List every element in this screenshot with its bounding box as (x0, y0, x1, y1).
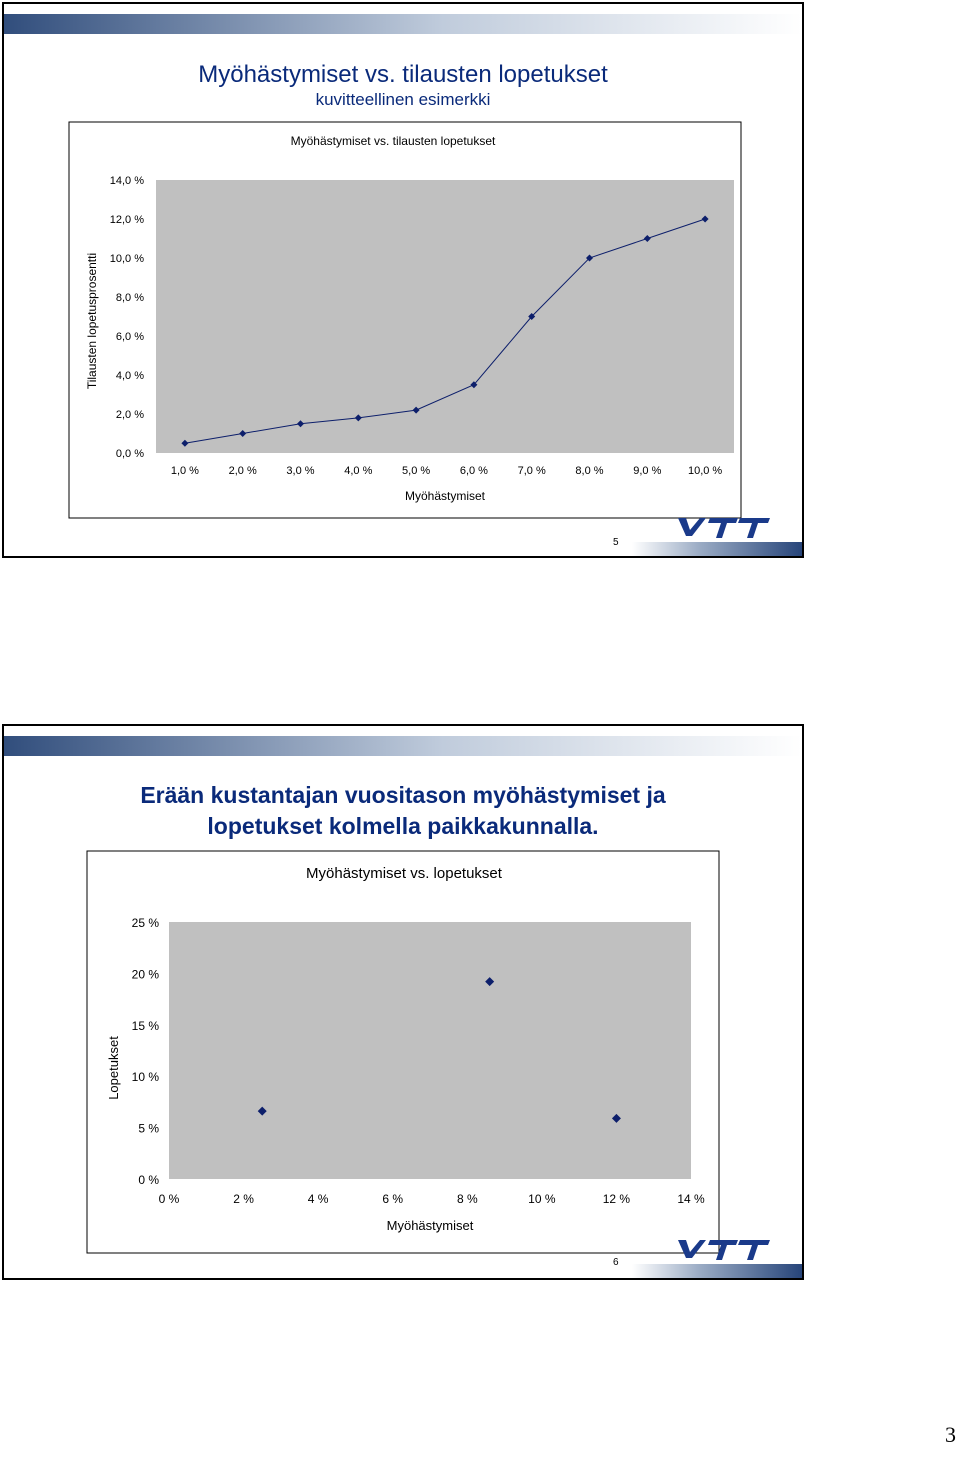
x-tick-label: 6,0 % (459, 465, 488, 477)
slide-1 (2, 2, 804, 558)
y-tick-label: 0 % (138, 1173, 159, 1187)
y-tick-label: 0,0 % (115, 448, 144, 460)
x-tick-label: 7,0 % (517, 465, 546, 477)
x-tick-label: 10,0 % (687, 465, 723, 477)
slide-subtitle: kuvitteellinen esimerkki (315, 90, 491, 109)
slide-title (4, 780, 802, 842)
x-tick-label: 4 % (307, 1192, 329, 1206)
y-axis-label: Lopetukset (106, 1036, 121, 1100)
x-tick-label: 8,0 % (575, 465, 604, 477)
x-tick-label: 9,0 % (633, 465, 662, 477)
page-number: 5 (613, 537, 619, 548)
slide-title-line-1: Erään kustantajan vuositason myöhästymiset ja (140, 782, 666, 808)
y-axis-label: Tilausten lopetusprosentti (85, 252, 99, 390)
x-tick-label: 1,0 % (170, 465, 199, 477)
y-tick-label: 12,0 % (109, 214, 144, 226)
y-tick-label: 14,0 % (109, 175, 144, 187)
slide-2 (2, 724, 804, 1280)
x-tick-label: 12 % (602, 1192, 631, 1206)
vtt-logo-icon (676, 512, 776, 544)
x-tick-label: 10 % (528, 1192, 556, 1206)
y-tick-label: 8,0 % (115, 292, 144, 304)
x-tick-label: 14 % (677, 1192, 705, 1206)
plot-area (156, 180, 734, 453)
plot-area (169, 922, 691, 1179)
slide-header-band (4, 726, 802, 756)
slide-header-band (4, 4, 802, 34)
scatter-chart (86, 850, 720, 1254)
y-tick-label: 20 % (131, 967, 159, 982)
x-tick-label: 3,0 % (286, 465, 315, 477)
chart-title: Myöhästymiset vs. tilausten lopetukset (290, 134, 496, 148)
y-tick-label: 25 % (131, 916, 159, 930)
vtt-logo-icon (676, 1234, 776, 1266)
x-tick-label: 4,0 % (344, 465, 373, 477)
slide-footer-band (632, 542, 802, 556)
y-tick-label: 5 % (138, 1121, 159, 1136)
x-tick-label: 2 % (233, 1192, 254, 1206)
x-tick-label: 8 % (456, 1192, 478, 1206)
page-number: 6 (613, 1257, 619, 1268)
slide-title: Myöhästymiset vs. tilausten lopetukset (198, 61, 608, 88)
chart-title: Myöhästymiset vs. lopetukset (306, 865, 502, 882)
y-tick-label: 10,0 % (109, 253, 144, 265)
document-page-number: 3 (945, 1422, 956, 1447)
x-tick-label: 2,0 % (228, 465, 257, 477)
x-axis-label: Myöhästymiset (404, 489, 486, 503)
x-tick-label: 5,0 % (402, 465, 431, 477)
y-tick-label: 15 % (131, 1018, 159, 1033)
x-tick-label: 0 % (158, 1192, 180, 1206)
x-tick-label: 6 % (382, 1192, 404, 1206)
y-tick-label: 4,0 % (115, 370, 144, 382)
y-tick-label: 6,0 % (115, 331, 144, 343)
slide-title-line-2: lopetukset kolmella paikkakunnalla. (207, 813, 599, 839)
y-tick-label: 10 % (131, 1070, 159, 1085)
line-chart (68, 121, 742, 519)
y-tick-label: 2,0 % (115, 409, 144, 421)
x-axis-label: Myöhästymiset (386, 1218, 474, 1233)
slide-footer-band (632, 1264, 802, 1278)
